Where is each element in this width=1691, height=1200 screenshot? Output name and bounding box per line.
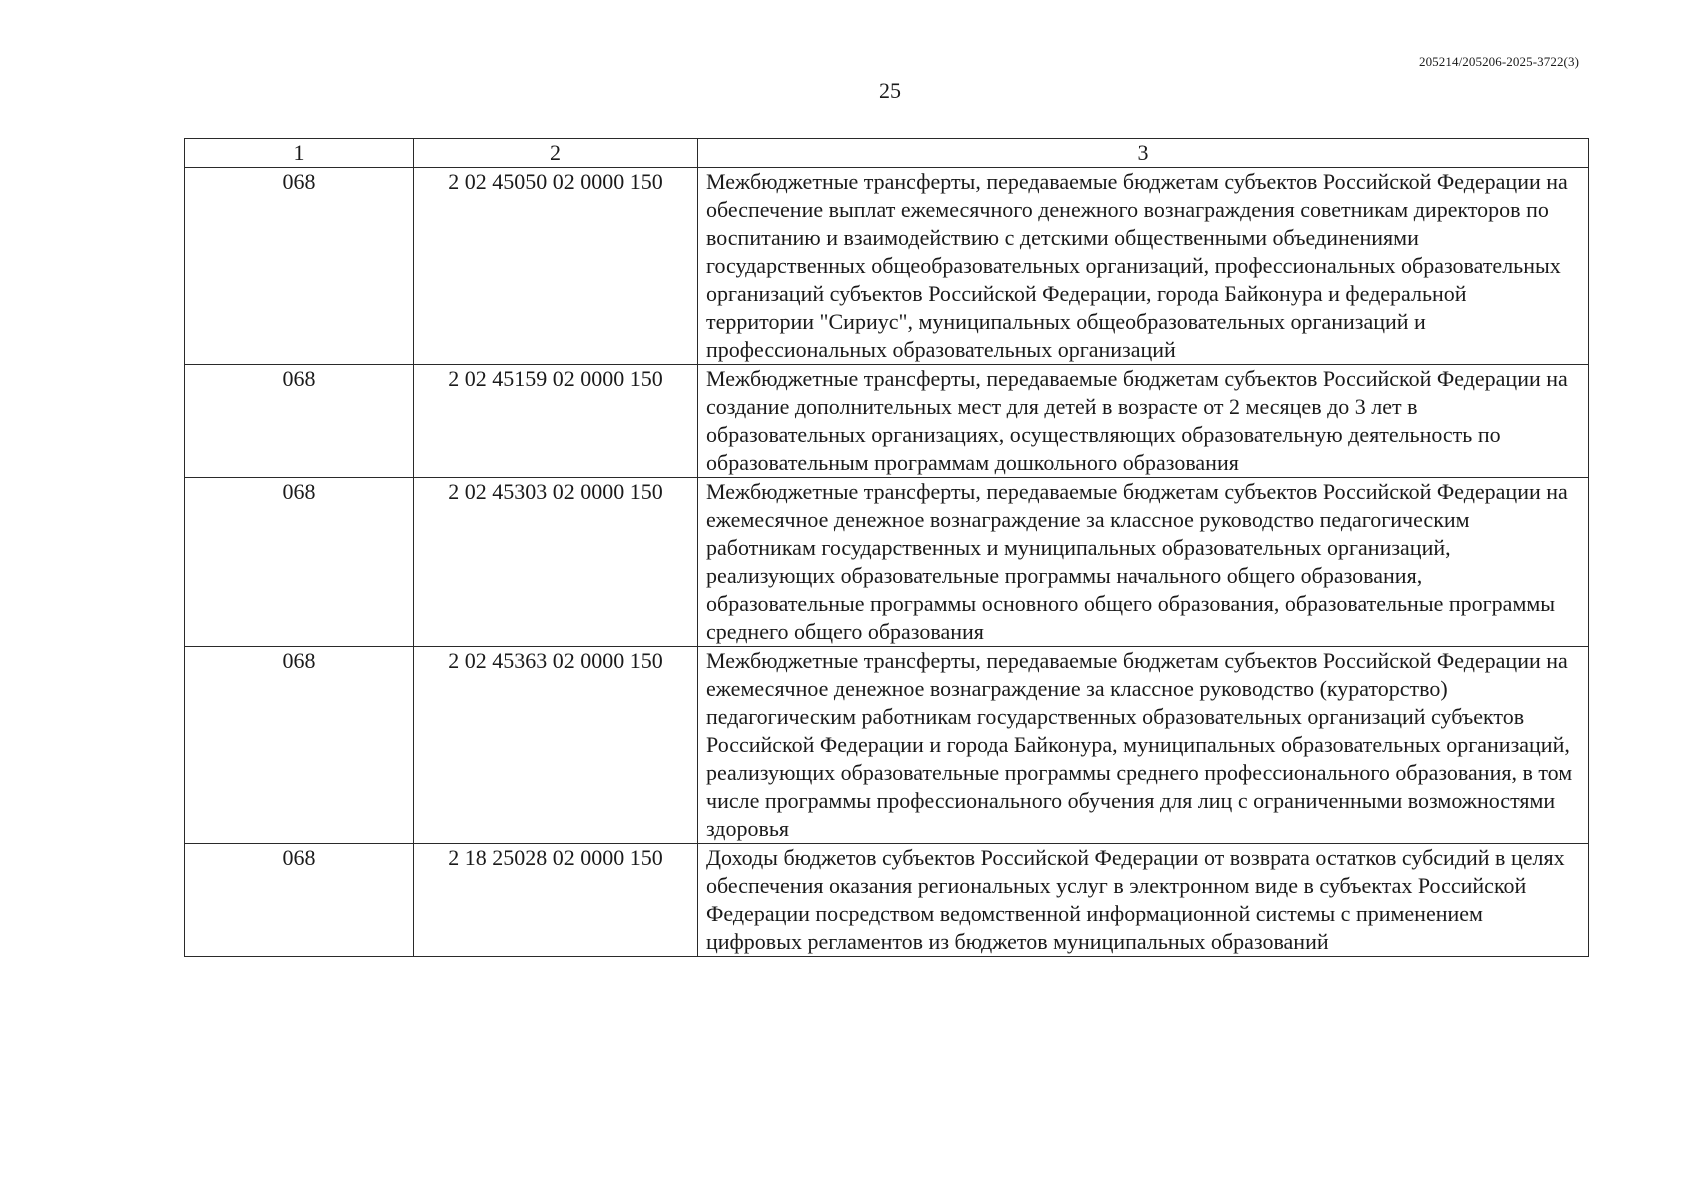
table-row bbox=[185, 365, 1589, 478]
admin-code-cell: 068 bbox=[185, 168, 414, 365]
kbk-code-cell: 2 02 45303 02 0000 150 bbox=[414, 478, 698, 647]
kbk-code-cell: 2 02 45363 02 0000 150 bbox=[414, 647, 698, 844]
table-row bbox=[185, 647, 1589, 844]
table-header-row bbox=[185, 139, 1589, 168]
column-header-3: 3 bbox=[698, 139, 1589, 168]
budget-classification-table bbox=[184, 138, 1589, 957]
page-number: 25 bbox=[879, 78, 901, 103]
admin-code-cell: 068 bbox=[185, 478, 414, 647]
description-cell: Межбюджетные трансферты, передаваемые бюджетам субъектов Российской Федерации на ежемесячное денежное вознаграждение за классное руководство педагогическим работникам государственных и муниципальных образовательных организаций, реализующих образовательные программы начального общего образования, образовательные программы основного общего образования, образовательные программы среднего общего образования bbox=[698, 478, 1589, 647]
admin-code-cell: 068 bbox=[185, 844, 414, 957]
description-cell: Доходы бюджетов субъектов Российской Федерации от возврата остатков субсидий в целях обеспечения оказания региональных услуг в электронном виде в субъектах Российской Федерации посредством ведомственной информационной системы с применением цифровых регламентов из бюджетов муниципальных образований bbox=[698, 844, 1589, 957]
table-row bbox=[185, 478, 1589, 647]
document-id: 205214/205206-2025-3722(3) bbox=[1418, 54, 1579, 69]
kbk-code-cell: 2 18 25028 02 0000 150 bbox=[414, 844, 698, 957]
table-row bbox=[185, 844, 1589, 957]
description-cell: Межбюджетные трансферты, передаваемые бюджетам субъектов Российской Федерации на обеспечение выплат ежемесячного денежного вознаграждения советникам директоров по воспитанию и взаимодействию с детскими общественными объединениями государственных общеобразовательных организаций, профессиональных образовательных организаций субъектов Российской Федерации, города Байконура и федеральной территории "Сириус", муниципальных общеобразовательных организаций и профессиональных образовательных организаций bbox=[698, 168, 1589, 365]
kbk-code-cell: 2 02 45159 02 0000 150 bbox=[414, 365, 698, 478]
admin-code-cell: 068 bbox=[185, 647, 414, 844]
table-row bbox=[185, 168, 1589, 365]
description-cell: Межбюджетные трансферты, передаваемые бюджетам субъектов Российской Федерации на ежемесячное денежное вознаграждение за классное руководство (кураторство) педагогическим работникам государственных образовательных организаций субъектов Российской Федерации и города Байконура, муниципальных образовательных организаций, реализующих образовательные программы среднего профессионального образования, в том числе программы профессионального обучения для лиц с ограниченными возможностями здоровья bbox=[698, 647, 1589, 844]
column-header-2: 2 bbox=[414, 139, 698, 168]
column-header-1: 1 bbox=[185, 139, 414, 168]
admin-code-cell: 068 bbox=[185, 365, 414, 478]
description-cell: Межбюджетные трансферты, передаваемые бюджетам субъектов Российской Федерации на создание дополнительных мест для детей в возрасте от 2 месяцев до 3 лет в образовательных организациях, осуществляющих образовательную деятельность по образовательным программам дошкольного образования bbox=[698, 365, 1589, 478]
kbk-code-cell: 2 02 45050 02 0000 150 bbox=[414, 168, 698, 365]
